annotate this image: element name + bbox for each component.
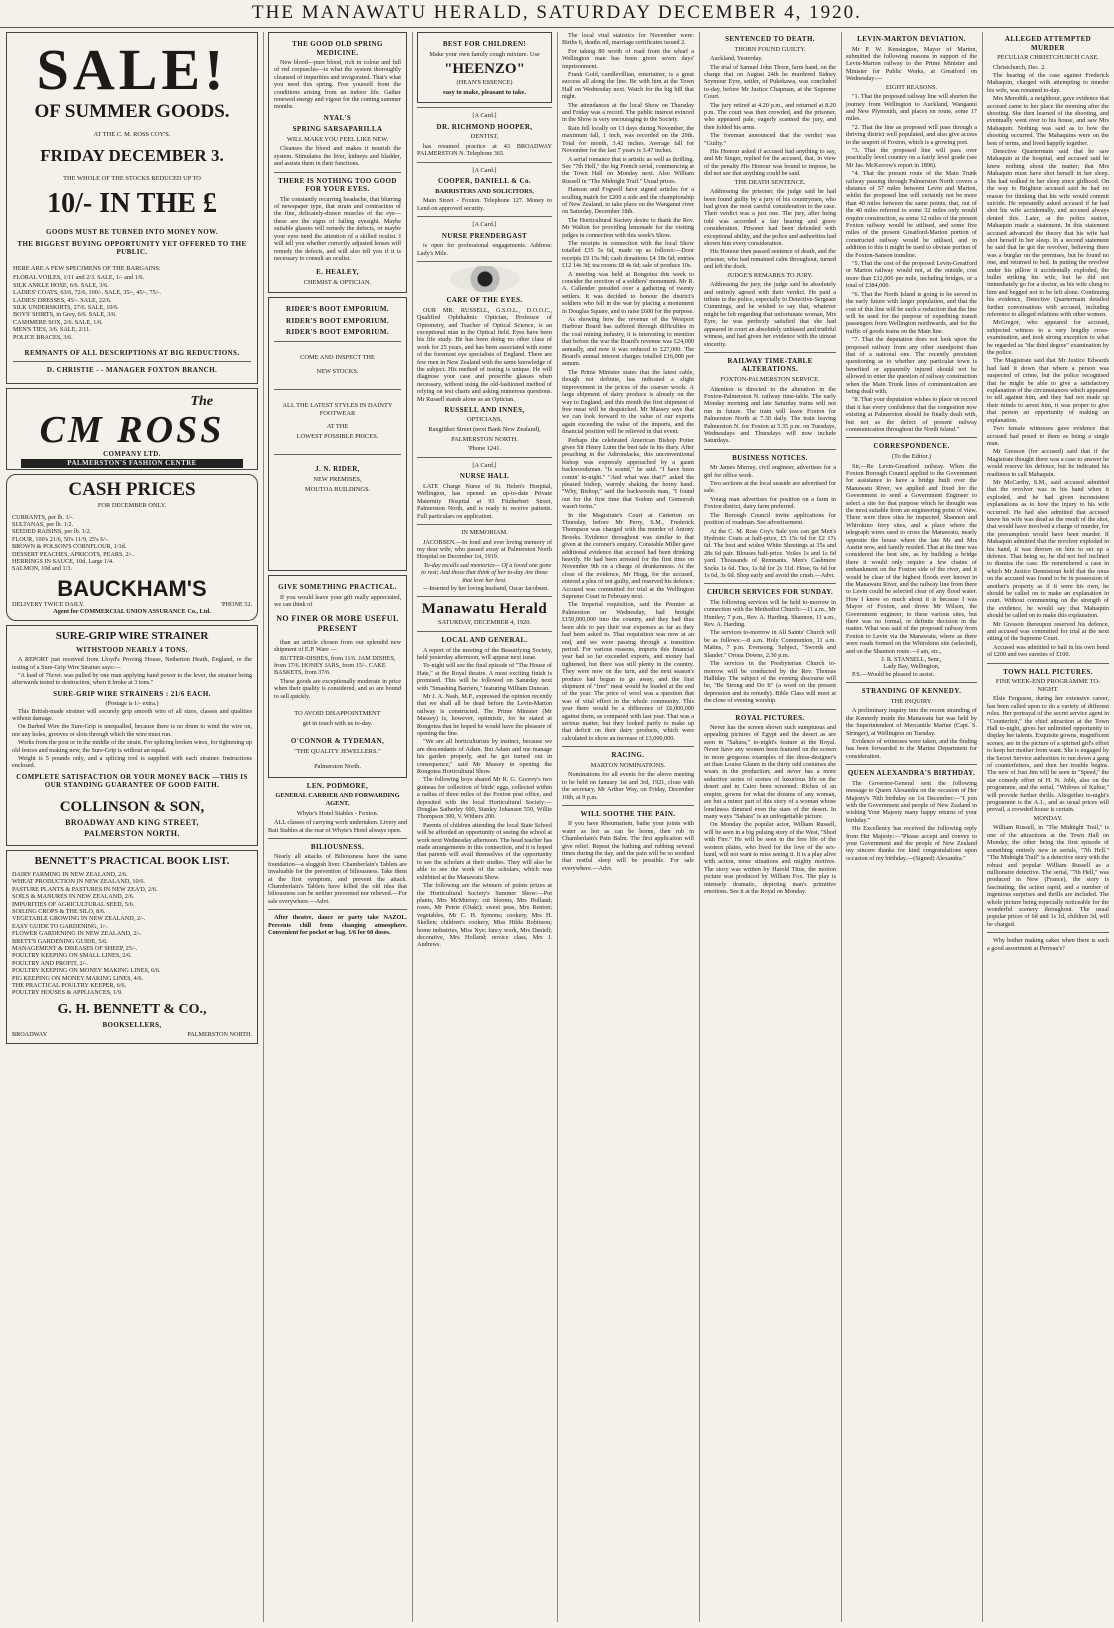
spring-body: New blood—pure blood, rich in colour and full of red corpuscles—is what the system thoroughly cleansed of impurities and invigorated. That's what you need this spring. Free yourself from the conditions arising from an indoor life. Gather renewed energy and vigour for the coming summer months. bbox=[274, 59, 401, 111]
ross-logo-box bbox=[6, 388, 258, 470]
sale-list-item: CASHMERE SOX, 2/6. SALE, 1/6. bbox=[13, 318, 103, 326]
levin-eight: EIGHT REASONS. bbox=[885, 83, 938, 91]
rider-styles: ALL THE LATEST STYLES IN DAINTY FOOTWEAR bbox=[282, 402, 393, 417]
suregrip-price: SURE-GRIP WIRE STRAINERS : 21/6 EACH. bbox=[53, 689, 211, 698]
news-item: The attendances at the local Show on Thursday and Friday was a record. The public interest evinced in the Show is very encouraging to the Society. bbox=[562, 101, 694, 124]
sale-list bbox=[13, 274, 251, 341]
bennett-book: VEGETABLE GROWING IN NEW ZEALAND, 2/-. bbox=[12, 915, 146, 923]
suregrip-body: Weight is 5 pounds only, and a splicing tool is supplied with each strainer. Instructions enclosed. bbox=[12, 755, 252, 770]
nursehall-body: LATE Charge Nurse of St. Helen's Hospital, Wellington, has opened an up-to-date Private Maternity Hospital at 93 Fitzherbert Street, Palmerston North, and is ready to receive patients. Full particulars on application. bbox=[417, 482, 552, 520]
spring-nyal: NYAL'S bbox=[323, 113, 352, 122]
news-item: Mr J. A. Nash, M.P., expressed the opinion recently that we shall all be dead before the Levin-Marton railway is constructed. The Prime Minister (Mr Massey) is, however, optimistic, for he stated at Rongotea that he hoped he would have the pleasure of opening the line. bbox=[417, 692, 552, 737]
news-item: The following are the winners of points prizes at the Horticultural Society's Summer Show:—Pot plants, Mrs McMurray; cut blooms, Mrs Holland; roses, Mr Petrie (Otaki); sweet peas, Mrs Renton; vegetables, Mr C. H. Symons; cookery, Mrs H. Skellen; children's cookery, Miss Hilda Robinson; home industries, Miss Nye; fancy work, Mrs Daniell; decorative, Mrs Holland; novice class, Mrs J. Andrews. bbox=[417, 882, 552, 949]
corr-signature: J. R. STANSELL, Senr., bbox=[881, 656, 942, 664]
soothe-title: WILL SOOTHE THE PAIN. bbox=[580, 809, 676, 818]
herald-nameplate: Manawatu Herald bbox=[421, 601, 548, 618]
rider-prices: LOWEST POSSIBLE PRICES. bbox=[296, 432, 379, 440]
column-rule bbox=[699, 32, 700, 1622]
hooper-body: has resumed practice at 43 BROADWAY PALMERSTON N. Telephone 365. bbox=[417, 142, 552, 158]
column-rule bbox=[557, 32, 558, 1622]
practical-list: BUTTER-DISHES, from 11/6. JAM DISHES, from 17/6. HONEY JARS, from 15/-. CAKE BASKETS, from 37/6. bbox=[274, 654, 396, 677]
suregrip-title: SURE-GRIP WIRE STRAINER bbox=[55, 629, 209, 642]
heenzo-tagline: Make your own family cough mixture. Use bbox=[429, 50, 540, 58]
biliousness-article bbox=[268, 843, 407, 905]
death-body: Addressing the prisoner, the judge said he had been found guilty by a jury of his countrymen, who had given the most careful consideration to the case. Their verdict was a just one. The jury, after being told was accorded a fair hearing and grave consideration. Prisoner had been defended with exceptional ability, and the police and authorities had shown him every consideration. bbox=[704, 188, 836, 248]
kennedy-body: A preliminary inquiry into the recent stranding of the Kennedy inside the Manawatu bar was held by the Superintendent of Mercantile Marine (Capt. S. Stringer), at Wellington on Tuesday. bbox=[846, 707, 977, 737]
bilious-body: Nearly all attacks of Biliousness have the same foundation—a sluggish liver. Chamberlain's Tablets are invaluable for the prevention of biliousness. Take them at the first symptom, and prevent the attack. Chamberlain's Tablets have killed the old idea that biliousness can be neither prevented nor relieved.—For sale everywhere.—Advt. bbox=[268, 853, 407, 905]
memoriam-by: —Inserted by her loving husband, Oscar Jacobsen. bbox=[423, 585, 549, 592]
perreau-notice: Why bother making cakes when there is such a good assortment at Perreau's? bbox=[987, 937, 1109, 952]
rider-come: COME AND INSPECT THE bbox=[300, 353, 375, 361]
podmore-name: LEN. PODMORE, bbox=[306, 781, 369, 790]
sale-title: SALE! bbox=[36, 37, 228, 102]
royal-body: On Monday the popular actor, William Russell, will be seen in a big pulsing story of the West, "Shod with Fire." He will be seen in the free life of the western plains, who lived for the love of the sex-hand, will not want to miss seeing it. It is a play alive with action, tense situations and mighty motives. The story was written by Harold Titus, the motion picture was produced by William Fox. The play is intensely dramatic, depicting man's primitive emotions. See it at the Royal on Monday. bbox=[704, 821, 836, 895]
suregrip-sub: WITHSTOOD NEARLY 4 TONS. bbox=[76, 645, 188, 654]
sale-subtitle: OF SUMMER GOODS. bbox=[34, 101, 230, 122]
death-sub: THORN FOUND GUILTY. bbox=[734, 45, 806, 53]
levin-reason: "7. That the deputation does not look upon the proposed railway from any other standpoint than that of a national one. The recently persistent questioning as to whether any particular town is benefited or apparently injured should not be allowed to enter the question of railway construction when the Main Trunk lines of communication are being dealt with. bbox=[846, 336, 977, 395]
heenzo-essence: (HEAN'S ESSENCE) bbox=[456, 79, 513, 87]
sale-specimens: HERE ARE A FEW SPECIMENS OF THE BARGAINS: bbox=[13, 264, 161, 272]
spring-medicine-advert bbox=[268, 32, 407, 293]
cash-price-item: FLOUR, 100's 21/6, 50's 11/9, 25's 6/-. bbox=[12, 535, 109, 543]
bennett-book: BRETT'S GARDENING GUIDE, 5/6. bbox=[12, 937, 108, 945]
ross-company: COMPANY LTD. bbox=[103, 449, 161, 458]
news-item: In the Magistrate's Court at Carterton on Thursday, before Mr Perry, S.M., Frederick Thompson was charged with the murder of Antony Brooks. Evidence throughout was similar to that given at the coroner's enquiry. Constable Miller gave additional evidence that accused had been drinking heavily. He had been arrested for the first time on November 9th on a charge of drunkenness. At the close of the evidence, Mr Hogg, for the accused, entered a plea of not guilty, and reserved his defence. Accused was committed for trial at the Wellington Supreme Court in February next. bbox=[562, 511, 694, 601]
death-sentence: THE DEATH SENTENCE. bbox=[734, 178, 806, 186]
practical-touch: get in touch with us to-day. bbox=[302, 719, 373, 727]
business-item: Mr James Murray, civil engineer, advertises for a girl for office work. bbox=[704, 464, 836, 479]
nazol-notice: After theatre, dance or party take NAZOL. Prevents chill from changing atmosphere. Convenient for pocket or bag. 1/6 for 60 doses. bbox=[268, 914, 407, 937]
corr-address: Lady Bay, Wellington, bbox=[883, 663, 940, 671]
murder-body: Two female witnesses gave evidence that accused had posed to them as being a single man. bbox=[987, 425, 1109, 447]
murder-body: Detective Quartermain said that he saw Mahaquin at the hospital, and accused said he knew nothing about the matter; that Mrs Mahaquin must have shot herself in her sleep. She had walked in her sleep since girlhood. On the way to Brighton accused said he had no reason for thinking that his wife would commit suicide. He repeatedly asked accused if he had shot his wife accidentally, and accused always denied this. Later, at the police station, Mahaquin made a statement. In this statement accused advanced the theory that his wife had shot herself in her sleep. In a second statement he said that he got the revolver, believing there was a burglar on the premises, but he found no one, and returned to bed. In putting the revolver under his pillow it accidentally exploded, the bullet striking his wife, but he did not immediately go for a doctor, as his wife clung to him and begged not to be left alone. Continuing his evidence, Detective Quartermain detailed further conversations with accused, including reference to alleged relations with other women. bbox=[987, 148, 1109, 318]
news-item: The following boys shared Mr R. G. Goorey's two guineas for collection of birds' eggs, collected within a radius of three miles of the Foxton post office, and deposited with the local Horticultural Society:—Douglas Satherley 600, Stanley Johansen 550, Willie Thompson 300, V. Withers 200. bbox=[417, 776, 552, 821]
bennett-book: POULTRY KEEPING ON MONEY MAKING LINES, 6/6. bbox=[12, 967, 161, 975]
rider-stocks: NEW STOCKS. bbox=[316, 367, 359, 375]
russell-trade: OPTICIANS, bbox=[467, 416, 502, 424]
townhall-title: TOWN HALL PICTURES. bbox=[1003, 667, 1093, 676]
bilious-title: BILIOUSNESS. bbox=[310, 842, 365, 851]
rider-at: AT THE bbox=[326, 423, 349, 431]
sale-advert bbox=[6, 32, 258, 384]
prendergast-name: NURSE PRENDERGAST bbox=[441, 231, 528, 240]
cash-prices-list bbox=[12, 514, 252, 573]
russell-town: PALMERSTON NORTH. bbox=[451, 435, 518, 443]
townhall-body: William Russell, in "The Midnight Trail," is one of the attractions at the Town Hall on Monday, the other being the first episode of something entirely new in serials, "7th Hell." "The Midnight Trail" is a detective story with the robust and popular William Russell as a millionaire detective. The serial, "7th Hell," was produced in New (France), the story is fascinating, the action rapid, and a number of ingenious surprises and thrills are included. The whole picture being especially noticeable for the wonderful scenery throughout. The usual popular prices of 6d and 1s 1d, children 3d, will be charged. bbox=[987, 824, 1109, 928]
column-1 bbox=[6, 32, 258, 1622]
levin-title: LEVIN-MARTON DEVIATION. bbox=[857, 35, 966, 43]
news-item: Perhaps the celebrated American Bishop Potter gives Sir Henry Lunn the best tale in his diary. After preaching in the Adirondacks, this unconventional bishop was expressly approached by a gaunt backwoodsman. "Is sound," he said. "I have been comin' to-night." "And what was that?" asked the pleased bishop, warmly shaking the horny hand. "Why, Bishop," said the backwoods man, "I found out for the first time that Sodom and Gomorrah wasn't twins." bbox=[562, 436, 694, 511]
levin-reason: "3. That the proposed line will pass over practically level country on a fairly level grade (see Mr Jas. McKerrow's report in 1896). bbox=[846, 146, 977, 169]
murder-body: The Magistrate said that Mr Justice Edwards had laid it down that where a person was suspected of crime, but the police recognised that he might be able to give a satisfactory explanation of the circumstances which appeared to tell against him, and they had not made up their minds to arrest him, it was proper to give that person an opportunity of making an explanation. bbox=[987, 357, 1109, 424]
business-item: At the C. M. Ross Coy's Sale you can get Men's Hydrotic Coats at half-price, £5 15s 6d for £2 17s 6d. The best and widest White Sheetings at 35s and 28s 6d pair. Blouses half-price. Voiles 1s and 1s 6d yard. Thousands of Remnants. Men's Cashmere Socks 1s 6d. Ties, 1s 6d for 2s 11d. Hose, 6s 6d for 1s 6d, 3s 6d. Shop early and avoid the crush.—Advt. bbox=[704, 527, 836, 579]
news-item: As showing how the revenue of the Westport Harbour Board has suffered through difficulties in the coal mining industry, it is interesting to mention that before the war the Board's revenue was £24,000 annually, and now it was reduced to £27,000. The Board's annual interest charges totalled £16,000 per annum. bbox=[562, 316, 694, 368]
bennett-book: POULTRY KEEPING ON SMALL LINES, 2/6. bbox=[12, 952, 132, 960]
sale-list-item: POLICE BRACES, 3/6. bbox=[13, 333, 73, 341]
cooper-body: Main Street - Foxton. Telephone 127. Money to Lend on approved security. bbox=[417, 197, 552, 212]
bennett-book: IMPURITIES OF AGRICULTURAL SEED, 5/6. bbox=[12, 900, 135, 908]
cash-prices-sub: FOR DECEMBER ONLY. bbox=[97, 501, 167, 509]
bennett-town: PALMERSTON NORTH. bbox=[187, 1031, 252, 1039]
hooper-trade: DENTIST, bbox=[470, 133, 499, 141]
suregrip-advert bbox=[6, 625, 258, 846]
kennedy-title: STRANDING OF KENNEDY. bbox=[861, 687, 962, 696]
levin-reason: "2. That the line as proposed will pass through a thriving district well populated, and also give access to the seaport of Foxton, which is a growing port. bbox=[846, 123, 977, 146]
memoriam-title: IN MEMORIAM. bbox=[461, 528, 508, 536]
practical-title: GIVE SOMETHING PRACTICAL. bbox=[278, 583, 397, 592]
levin-body: Mr P. W. Kensington, Mayor of Marton, submitted the following reasons in support of the Levin-Marton railway to the Prime Minister and Minister for Public Works, at Greatford on Wednesday:— bbox=[846, 45, 977, 83]
cash-price-item: SEEDED RAISINS, per lb. 1/2. bbox=[12, 528, 92, 536]
oconnor-tag: "THE QUALITY JEWELLERS." bbox=[294, 747, 381, 755]
cash-price-item: BROWN & POLSON'S CORNFLOUR, 1/1d. bbox=[12, 543, 127, 551]
royal-title: ROYAL PICTURES. bbox=[735, 713, 805, 722]
sale-list-item: MEN'S TIES, 3/6. SALE, 2/11. bbox=[13, 326, 91, 334]
collinson-town: PALMERSTON NORTH. bbox=[84, 829, 180, 839]
spring-sars: SPRING SARSAPARILLA bbox=[292, 125, 383, 134]
oconnor-firm: O'CONNOR & TYDEMAN, bbox=[290, 737, 385, 746]
murder-sub: PECULIAR CHRISTCHURCH CASE. bbox=[997, 54, 1099, 61]
suregrip-body: A REPORT just received from Lloyd's Proving House, Netherton Heath, England, re the testing of a Sure-Grip Wire Strainer says:— bbox=[12, 656, 252, 671]
eye-illustration bbox=[450, 266, 520, 292]
bennett-book: DAIRY FARMING IN NEW ZEALAND, 2/6. bbox=[12, 870, 128, 878]
collinson-address: BROADWAY AND KING STREET, bbox=[65, 817, 199, 827]
herald-date: SATURDAY, DECEMBER 4, 1920. bbox=[437, 619, 532, 627]
masthead: THE MANAWATU HERALD, SATURDAY DECEMBER 4, 1920. bbox=[0, 2, 1114, 28]
rider-emporium: RIDER'S BOOT EMPORIUM. bbox=[286, 328, 389, 337]
spring-title: THE GOOD OLD SPRING MEDICINE. bbox=[292, 40, 383, 57]
bennett-address-row bbox=[12, 1031, 252, 1038]
prendergast-body: is open for professional engagements. Address: Lady's Mile. bbox=[417, 242, 552, 257]
bauckham-phone: 'PHONE 52. bbox=[220, 600, 252, 608]
ross-tagline: PALMERSTON'S FASHION CENTRE bbox=[21, 459, 243, 468]
murder-body: McGregor, who appeared for accused, subjected witness to a very lengthy cross-examination, and took strong exception to what he regarded as "the third degree" examination by the police. bbox=[987, 319, 1109, 357]
townhall-body: Elsie Ferguson, during her extensive career, has been called upon to do a variety of different roles. Her portrayal of the secret service agent in "Counterfeit," the chief attraction at the Town Hall to-night, gives her unlimited opportunity to display her talents. Exquisite gowns, magnificent scenes, are in the picture of a spirited girl's effort to keep her mother from want. She is engaged by the Secret Service authorities to run down a gang of counterfeiters, and then her trouble begins. The new of Just Jim will be seen in "Speed," the star comedy effort of H. N. Jobb, also on the programme, and the serial, "Widows of Kultur," will provide further thrills. Altogether to-night's programme is the A.1., and as usual prices will prevail, a crowded house is certain. bbox=[987, 695, 1109, 814]
column-5 bbox=[704, 32, 836, 1622]
news-item: "We are all horticulturists by instinct, because we are descendants of Adam. But Adam and me manage his garden properly, and he got turned out in consequence," said Mr Massey in opening the Rongotea Horticultural Show. bbox=[417, 738, 552, 775]
care-title: CARE OF THE EYES. bbox=[446, 296, 523, 305]
death-body: The jury retired at 4.20 p.m., and returned at 8.20 p.m. The court was then crowded, and the prisoner, who appeared pale, eagerly scanned the jury, and then folded his arms. bbox=[704, 101, 836, 131]
podmore-trade: GENERAL CARRIER AND FORWARDING AGENT, bbox=[275, 792, 400, 807]
rider-emporium: RIDER'S BOOT EMPORIUM. bbox=[286, 305, 389, 314]
practical-body3: These goods are exceptionally moderate in price when their quality is considered, and so are bound to sell quickly. bbox=[274, 677, 401, 700]
news-item: A meeting was held at Rongotea this week to consider the erection of a soldiers' monument. Mr R. A. Callender presided over a gathering of twenty settlers. It was decided to honour the district's soldiers who fell in the war by placing a monument in Douglas Square, and to raise £600 for the purpose. bbox=[562, 270, 694, 315]
healey-trade: CHEMIST & OPTICIAN. bbox=[303, 278, 372, 286]
news-item: The Prime Minister states that the latest cable, though not definite, has indicated a slight improvement in the prices of the coarser wools. A large shipment of dairy produce is already on the way to England, and this month the first shipment of free meat will be despatched. Mr Massey says that we can look forward to the value of our exports again exceeding the value of the imports, and the financial position will be relieved in that event. bbox=[562, 368, 694, 436]
business-title: BUSINESS NOTICES. bbox=[732, 453, 808, 462]
death-body: Addressing the jury, the judge said he absolutely and entirely agreed with their verdict. He paid a tribute to the police, especially to Detective-Sergeant Cummings, and he wished to say that, whatever might be felt regarding that unfortunate woman, Mrs Eyre, he was perfectly satisfied that she had appeared in court an absolutely unbiased and truthful witness, and had given her evidence with the utmost sincerity. bbox=[704, 281, 836, 348]
news-item: Hanson and Fogwell have signed articles for a sculling match for £200 a side and the championship of New Zealand, to take place on the Wanganui river on Saturday, December 18th. bbox=[562, 186, 694, 216]
bennett-book: FLOWER GARDENING IN NEW ZEALAND, 2/-. bbox=[12, 930, 142, 938]
business-item: The Borough Council invite applications for position of roadman. See advertisement. bbox=[704, 511, 836, 527]
heenzo-advert bbox=[417, 32, 552, 103]
sale-whole: THE WHOLE OF THE STOCKS REDUCED UP TO bbox=[63, 174, 201, 182]
spring-make: WILL MAKE YOU FEEL LIKE NEW. bbox=[286, 135, 389, 143]
royal-body: Never has the screen shown such sumptuous and appealing pictures of Egypt and the desert as are seen in "Sahara," to-night's feature at the Royal. Never have any women been featured on the screen in more gorgeous examples of the dress-designer's art than Louise Glaum in the thirty odd costumes she wears in the production; and never has a more seductive series of scenes of luxurious life on the desert and in Cairo been screened. Riches of an empire, gowns for what the dreams of any woman, are but a minor part of this story of a woman whose loneliness dimmed even the stars of the desert. In many ways "Sahara" is an unforgettable picture. bbox=[704, 724, 836, 820]
news-item: The Imperial requisition, said the Premier at Palmerston on Wednesday, had brought £150,000,000 into the country, and they had thus been able to pay their war expenses as far as they had been asked to. That requisition was now at an end, and we were passing through a transition period. For various reasons, imports this financial year had so far exceeded exports, and money had tightened, but there was still plenty in the country. They were now on the turn, and the next season's produce had begun to go away, and the first shipment of "free" meat would be loaded at the end of the year. The price of wool was a question that was of vital effect in the whole community. This year there would be a difference of £6,000,000 against them, as compared with last year. That was a serious matter, but they looked partly to make up that deficit on their dairy products, which were calculated to show an increase of £3,000,000. bbox=[562, 601, 694, 742]
bennett-title: BENNETT'S PRACTICAL BOOK LIST. bbox=[34, 854, 230, 867]
church-item: The services to-morrow in All Saints' Church will be as follows:—8 a.m. Holy Communion, 11 a.m. Matins, 7 p.m. Evensong. Subject, "Swords and Slander." Oroua Downs, 2.30 p.m. bbox=[704, 629, 836, 659]
bennett-book: POULTRY AND PROFIT, 2/-. bbox=[12, 959, 88, 967]
healey-name: E. HEALEY, bbox=[316, 268, 359, 277]
bennett-sellers: BOOKSELLERS, bbox=[102, 1020, 162, 1029]
column-rule bbox=[982, 32, 983, 1622]
ross-the: The bbox=[190, 393, 213, 409]
bauckham-agent: Agent for COMMERCIAL UNION ASSURANCE Co., Ltd. bbox=[53, 608, 211, 616]
practical-avoid: TO AVOID DISAPPOINTMENT bbox=[294, 709, 381, 717]
sale-list-item: LADIES' COATS, 63/6, 72/6, 100/-. SALE, 35/-, 45/-, 75/-. bbox=[13, 289, 161, 297]
russell-address: Rangitikei Street (next Bank New Zealand), bbox=[428, 426, 541, 434]
murder-body: Accused was admitted to bail in his own bond of £200 and two sureties of £100. bbox=[987, 643, 1109, 659]
collinson-name: COLLINSON & SON, bbox=[59, 798, 205, 815]
news-item: A serial romance that is artistic as well as thrilling. See "7th Hell," the big French serial, commencing at the Town Hall on Monday next. Also William Russell in "The Midnight Trail." Usual prices. bbox=[562, 155, 694, 185]
suregrip-postage: (Postage is 1/- extra.) bbox=[105, 700, 159, 708]
eyes-title: THERE IS NOTHING TOO GOOD FOR YOUR EYES. bbox=[278, 176, 397, 194]
corr-body: Sir,—Re Levin-Greatford railway. When the Foxton Borough Council applied to the Government for assistance to have a bridge built over the Manawatu River, we applied and fixed for the Government to send a Government Engineer to select a site for that purpose which he thought was the most suitable from an engineering point of view. There were three sites he inspected, Shannon and Whirokino ferry sites, and a place where the telegraph wires used to cross the Manawatu, nearly opposite the house where the late Mr and Mrs Austin now, and family resided. That at the time was considered the best site, as by building a bridge there it would only require a few chains of embankment on the Foxton side of the river, and it would be clear of the highest floods ever known in the Manawatu River, and the railway line from there to Levin could be selected clear of any flood water. How I know so much about it is because I was Mayor of Foxton, and drove Mr Wilson, the Government engineer, to these various sites, but there was no formal, or definite decision in the matter. What was said of the proposed railway from Foxton to Levin via the Manawatu, where as there were roads formed on the Whirokino site (selected), and on the Shannon route.—I am, etc., bbox=[846, 462, 977, 655]
murder-body: Christchurch, Dec. 2. bbox=[993, 63, 1046, 71]
podmore-body: ALL classes of carrying work undertaken. Livery and Bait Stables at the rear of Whyte's Hotel always open. bbox=[268, 819, 407, 834]
sale-at: AT THE C. M. ROSS COY'S. bbox=[93, 131, 171, 138]
bennett-book: PASTURE PLANTS & PASTURES IN NEW ZEA'D, 2/6. bbox=[12, 885, 158, 893]
sale-opportunity: THE BIGGEST BUYING OPPORTUNITY YET OFFERED TO THE PUBLIC. bbox=[17, 239, 247, 257]
heenzo-easy: easy to make, pleasant to take. bbox=[443, 88, 526, 96]
death-body: His Honour asked if accused had anything to say, and Mr Singer, replied for the accused, that, in view of the penalty His Honour was bound to impose, he did not see that anything could be said. bbox=[704, 147, 836, 178]
rider-emporium: RIDER'S BOOT EMPORIUM. bbox=[286, 316, 389, 325]
podmore-stables: Whyte's Hotel Stables - Foxton. bbox=[296, 809, 379, 817]
townhall-sub: FINE WEEK-END PROGRAMME TO-NIGHT. bbox=[995, 678, 1101, 693]
news-item: For taking 80 worth of road from the wharf a Wellington man has been given seven days' imprisonment. bbox=[562, 47, 694, 70]
levin-reason: "8. That your deputation wishes to place on record that it has every confidence that the congestion now existing at Palmerston should be finally dealt with, but not as the defect of present railway communication throughout the North Island." bbox=[846, 396, 977, 433]
townhall-monday: MONDAY. bbox=[1033, 814, 1063, 822]
business-item: Young man advertises for position on a farm in Foxton district, dairy farm preferred. bbox=[704, 495, 836, 511]
care-body: OUR MR. RUSSELL, G.S.O.L., D.O.O.C., Qualified Ophthalmic Optician, Professor of Optometry, and Teacher of Optical Science, is an exceptional man in the Optical field. Eyes have been his life study. He has been doing no other class of work for 25 years, and has been associated with some of the foremost eye specialists of England. There are few men in New Zealand with the same knowledge of the subject. His method of testing is unique. He will diagnose your case and prescribe glasses when necessary, without using the old-fashioned method of relying on test charts and asking numerous questions. Mr Russell stands alone as an Optician. bbox=[417, 306, 552, 403]
cash-price-item: SULTANAS, per lb. 1/2. bbox=[12, 520, 74, 528]
rider-advert bbox=[268, 297, 407, 571]
levin-reason: "4. That the present route of the Main Trunk railway passing through Palmerston North covers a distance of 57 miles between Levin and Marton, whilst the proposed line will certainly not be more than 40 miles between the same points; that, out of the 40 miles referred to some 32 miles only would require construction, as some 12 miles of the present Foxton railway would be utilised, and some five miles of the present Greatford-Marton portion of constructed railway would be utilised, and in addition to this it might be used to obviate portion of the Foxton-Sanson tramline. bbox=[846, 170, 977, 259]
cooper-name: COOPER, DANIELL & Co. bbox=[438, 177, 531, 186]
column-3 bbox=[417, 32, 552, 1622]
rider-premises: NEW PREMISES, bbox=[313, 475, 362, 483]
eyes-body: The constantly recurring headache, that blurring of newspaper type, that strain and contraction of the fine, delicately-drawn muscles of the eye—these are the signs of failing eyesight. Maybe suitable glasses will remedy the defects, or maybe your eyes need the attention of a skilled oculist. I will tell you whether correctly adjusted lenses will remedy the defects, and will also tell you if it is necessary to consult an oculist. bbox=[274, 195, 401, 262]
alexandra-body: The Governor-General sent the following message to Queen Alexandra on the occasion of Her Majesty's 76th birthday on 1st December:—"I join with the Government and people of New Zealand in wishing Your Majesty many happy returns of your birthday." bbox=[846, 779, 977, 824]
suregrip-body: "A load of 76cwt. was pulled by one man applying hand power to the lever, the strainer being afterwards tested to destruction, when it broke at 3 tons." bbox=[12, 671, 252, 687]
bauckham-delivery-row bbox=[12, 601, 252, 608]
cooper-card: [A Card.] bbox=[472, 166, 497, 174]
column-4 bbox=[562, 32, 694, 1622]
racing-sub: MARTON NOMINATIONS. bbox=[590, 761, 666, 769]
column-6 bbox=[846, 32, 977, 1622]
podmore-advert bbox=[268, 782, 407, 834]
nursehall-card: [A Card.] bbox=[472, 461, 497, 469]
practical-body2: than an article chosen from our splendid new shipment of E.P. Ware — bbox=[274, 638, 401, 654]
news-item: The local vital statistics for November were: Births 6, deaths nil, marriage certificates issued 2. bbox=[562, 32, 694, 47]
bennett-book: EASY GUIDE TO GARDENING, 1/-. bbox=[12, 922, 109, 930]
corr-editor: (To the Editor.) bbox=[891, 452, 932, 460]
ross-logo: CM ROSS bbox=[39, 408, 225, 451]
bennett-book: THE PRACTICAL POULTRY KEEPER, 6/6. bbox=[12, 981, 127, 989]
bennett-book: SOILS & MANURES IN NEW ZEALAND, 2/6. bbox=[12, 893, 135, 901]
corr-ps: P.S.—Would be pleased to assist. bbox=[852, 670, 935, 678]
sale-pct: 10/- IN THE £ bbox=[47, 188, 217, 220]
cash-prices-advert bbox=[6, 474, 258, 621]
racing-title: RACING. bbox=[611, 751, 645, 760]
bennett-street: BROADWAY bbox=[12, 1031, 48, 1039]
cash-prices-title: CASH PRICES bbox=[68, 478, 196, 500]
death-body: The trial of Samuel John Thorn, farm hand, on the charge that on August 24th he murdered Sidney Seymour Eyre, settler, of Pukekawa, was concluded to-day, before Mr Justice Chapman, at the Supreme Court. bbox=[704, 63, 836, 101]
bennett-book: MANAGEMENT & DISEASES OF SHEEP, 25/-. bbox=[12, 944, 138, 952]
column-7 bbox=[987, 32, 1109, 1622]
bennett-book: PIG KEEPING ON MONEY MAKING LINES, 4/6. bbox=[12, 974, 144, 982]
russell-firm: RUSSELL AND INNES, bbox=[444, 405, 525, 414]
murder-body: Mr Gresson (for accused) said that if the Magistrate thought there was a case to answer he would reserve his defence, but he indicated his readiness to call Mahaquin. bbox=[987, 448, 1109, 478]
hooper-card: [A Card.] bbox=[472, 112, 497, 120]
sale-list-item: BOYS' SHIRTS, in Grey, 6/6. SALE, 3/6. bbox=[13, 311, 117, 319]
sale-remnants: REMNANTS OF ALL DESCRIPTIONS AT BIG REDUCTIONS. bbox=[24, 348, 240, 357]
heenzo-name: "HEENZO" bbox=[444, 61, 525, 78]
rail-sub: FOXTON-PALMERSTON SERVICE. bbox=[720, 375, 820, 383]
levin-reason: "5. That the cost of the proposed Levin-Greatford or Marton railway would not, at the outside, cost more than £12,000 per mile, including bridges, or a total of £384,000. bbox=[846, 260, 977, 290]
hooper-name: DR. RICHMOND HOOPER, bbox=[436, 122, 533, 131]
sale-list-item: FLORAL VOILES, 1/11 and 2/3. SALE, 1/- and 1/6. bbox=[13, 274, 145, 282]
bennett-book: WHEAT PRODUCTION IN NEW ZEALAND, 10/6. bbox=[12, 878, 145, 886]
business-item: Two sections at the local seaside are advertised for sale. bbox=[704, 480, 836, 495]
cooper-trade: BARRISTERS AND SOLICITORS, bbox=[435, 187, 534, 195]
suregrip-body: On Barbed Wire the Sure-Grip is unequalled, because there is no drum to wind the wire on, nor any holes, grooves or slots through which the wire must run. bbox=[12, 723, 252, 738]
cash-price-item: CURRANTS, per lb. 1/-. bbox=[12, 513, 74, 521]
church-item: The services in the Presbyterian Church to-morrow will be conducted by the Rev. Thomas Halliday. The subject of the evening discourse will be, "Be Strong and Do It" (a word on the present depression and its remedy). Bible Class will meet at the close of evening worship. bbox=[704, 660, 836, 705]
news-item: Rain fell locally on 13 days during November, the maximum fall, 1 inch, was recorded on the 20th. Total for month, 3.42 inches. Average fall for November for the last 7 years is 3.47 inches. bbox=[562, 124, 694, 155]
spring-body2: Cleanses the blood and makes it nourish the system. Stimulates the liver, kidneys and bladder, and assists them in their functions. bbox=[274, 145, 401, 168]
news-item: The Horticultural Society desire to thank the Rev. Mr Walton for providing lemonade for the visiting judges in connection with this week's Show. bbox=[562, 216, 694, 239]
sale-list-item: SILK ANKLE HOSE, 6/6. SALE, 3/6. bbox=[13, 281, 109, 289]
suregrip-body: This British-made strainer will securely grip smooth wire of all sizes, classes and qualities without damage. bbox=[12, 707, 252, 723]
sale-list-item: LADIES' DRESSES, 45/-. SALE, 22/6. bbox=[13, 296, 112, 304]
nursehall-name: NURSE HALL bbox=[459, 472, 510, 481]
bennett-advert bbox=[6, 850, 258, 1044]
practical-gift-advert bbox=[268, 575, 407, 777]
alexandra-title: QUEEN ALEXANDRA'S BIRTHDAY. bbox=[847, 769, 976, 778]
practical-nofiner: NO FINER OR MORE USEFUL PRESENT bbox=[276, 613, 399, 633]
bennett-list bbox=[12, 871, 252, 997]
racing-body: Nominations for all events for the above meeting to be held on January 1st and 3rd, 1921, close with the secretary, Mr Arthur Way, on Friday, December 10th, at 9 p.m. bbox=[562, 771, 694, 801]
news-item: The receipts in connection with the local Show totalled £35 3s 6d, made up as follows:—Door receipts £9 15s 9d; cash donations £4 18s 6d; entries £12 14s 3d; tea rooms £8 4s 6d; sale of produce 10s. bbox=[562, 239, 694, 270]
bauckham-name: BAUCKHAM'S bbox=[57, 575, 207, 601]
death-body: Auckland, Yesterday. bbox=[710, 55, 763, 63]
prendergast-card: [A Card.] bbox=[472, 221, 497, 229]
bennett-firm: G. H. BENNETT & CO., bbox=[57, 1001, 207, 1017]
memoriam-verse: To-day recalls sad memories— Of a loved one gone to rest; And those that think of her to-day Are those that love her best. bbox=[421, 561, 552, 584]
cash-price-item: HERRINGS IN SAUCE, 10d. Large 1/4. bbox=[12, 557, 114, 565]
soothe-body: If you have Rheumatism, bathe your joints with water as hot as can be borne, then rub in Chamberlain's Pain Balm. The first application will give relief. Repeat the bathing and rubbing several times during the day, and the pain will be so soothed that restful sleep will be possible. For sale everywhere.—Advt. bbox=[562, 820, 694, 872]
murder-body: Mrs Meredith, a neighbour, gave evidence that accused came to her place the morning after the shooting. She then learned of the shooting, and eventually went over to his house, and saw Mrs Mahaquin. Nothing was said as to how the shooting occurred. The Mahaquins were on the best of terms, and lived happily together. bbox=[987, 95, 1109, 147]
column-rule bbox=[412, 32, 413, 1622]
rider-name: J. N. RIDER, bbox=[315, 465, 360, 474]
suregrip-satisfaction: COMPLETE SATISFACTION OR YOUR MONEY BACK —THIS IS OUR STANDING GUARANTEE OF GOOD FAITH. bbox=[16, 772, 248, 790]
church-title: CHURCH SERVICES FOR SUNDAY. bbox=[706, 588, 834, 597]
suregrip-body: Works from the post or in the middle of the strain. For splicing broken wires, for tightening up old fences and making new, the Sure-Grip is without an equal. bbox=[12, 739, 252, 754]
levin-reason: "6. That the North Island is going to be served in the early future with larger population, and that the cost of this line will be such a reduction that the line will be used for the purpose of expediting transit passengers from Wellington northwards, and for the traffic of goods trains on the Main line. bbox=[846, 290, 977, 335]
alexandra-body: His Excellency has received the following reply from Her Majesty:—"Please accept and convey to your Government and the people of New Zealand my sincere thanks for kind congratulations upon occasion of my birthday.—(Signed) Alexandra." bbox=[846, 825, 977, 862]
murder-body: Mr Gresson thereupon reserved his defence, and accused was committed for trial at the next sitting of the Supreme Court. bbox=[987, 620, 1109, 643]
bennett-book: SOILING CROPS & THE SILO, 8/6. bbox=[12, 907, 106, 915]
murder-body: Mr McCarthy, S.M., said accused admitted that the revolver was in his hand when it exploded, and he had given inconsistent explanations as to how the injury to his wife occurred. He had also admitted that accused knew his wife was dead as the result of the shot, that would have involved a charge of murder, for the presumption would have been murder. If Mahaquin admitted that the revolver exploded in his hand, it was thrown on him to set up a defence. That being so, he did not feel inclined to dismiss the case. He remembered a case in which Mr Justice Dennistoun held that the onus on the accused was found to be in possession of another's property as if it were his own, he should be called on to make an explanation in court. Without commenting on the strength of the evidence, he would say that Mahaquin should be called on to make this explanation. bbox=[987, 478, 1109, 620]
column-rule bbox=[263, 32, 264, 1622]
levin-reason: "1. That the proposed railway line will shorten the journey from Wellington to Auckland, Wanganui and New Plymouth, and places en route, some 17 miles. bbox=[846, 93, 977, 123]
kennedy-body: Evidence of witnesses were taken, and the finding has been forwarded to the Marine Department for consideration. bbox=[846, 738, 977, 760]
oconnor-town: Palmerston North. bbox=[314, 763, 361, 771]
corr-title: CORRESPONDENCE. bbox=[873, 442, 950, 451]
news-item: Parents of children attending the local State School will be afforded an opportunity of seeing the school at work next Wednesday afternoon. The head teacher has made arrangements in this connection, and it is hoped that parents will avail themselves of the opportunity to see the scholars at their studies. They will also be able to see the work of the scholars, which was exhibited at the Manawatu Show. bbox=[417, 821, 552, 881]
rider-buildings: MOUTOA BUILDINGS. bbox=[304, 485, 371, 493]
memoriam-body: JACOBSEN.—In fond and ever loving memory of my dear wife, who passed away at Palmerston North Hospital on December 1st, 1919. bbox=[417, 538, 552, 561]
bennett-book: POULTRY HOUSES & APPLIANCES, 1/9. bbox=[12, 989, 123, 997]
cash-price-item: DESSERT PEACHES, APRICOTS, PEARS, 2/-. bbox=[12, 550, 134, 558]
practical-body: If you would leave your gift really appreciated, we can think of bbox=[274, 593, 401, 609]
rail-body: Attention is directed to the alteration in the Foxton-Palmerston N. railway time-table. The early Monday morning and late Saturday trains will not run in future. The train will leave Foxton for Palmerston North at 7.30 daily. The train leaving Palmerston N. for Foxton at 5.35 p.m. on Tuesdays, Wednesdays and Thursdays will now include Saturdays. bbox=[704, 385, 836, 445]
sale-date: FRIDAY DECEMBER 3. bbox=[40, 145, 224, 165]
column-rule bbox=[841, 32, 842, 1622]
bauckham-delivery: DELIVERY TWICE DAILY. bbox=[12, 600, 85, 608]
death-body: His Honour then passed sentence of death, and the prisoner, who had remained calm throughout, turned and left the dock. bbox=[704, 248, 836, 271]
death-title: SENTENCED TO DEATH. bbox=[725, 35, 815, 43]
news-item: A report of the meeting of the Beautifying Society, held yesterday afternoon, will appear next issue. bbox=[417, 646, 552, 661]
rail-title: RAILWAY TIME-TABLE ALTERATIONS. bbox=[727, 356, 813, 374]
murder-title: ALLEGED ATTEMPTED MURDER bbox=[1004, 35, 1092, 52]
kennedy-sub: THE INQUIRY. bbox=[890, 697, 933, 705]
sale-money: GOODS MUST BE TURNED INTO MONEY NOW. bbox=[46, 228, 218, 237]
care-eyes-advert bbox=[417, 266, 552, 453]
sale-list-item: SILK UNDERSKIRTS, 27/6. SALE, 10/6. bbox=[13, 303, 119, 311]
heenzo-top: BEST FOR CHILDREN! bbox=[442, 40, 527, 48]
death-body: The foreman announced that the verdict was "Guilty." bbox=[704, 132, 836, 147]
local-general-title: LOCAL AND GENERAL. bbox=[441, 636, 528, 644]
church-item: The following services will be held to-morrow in connection with the Methodist Church:—11 a.m., Mr Huntley; 7 p.m., Rev. A. Harding. Shannon, 11 a.m., Rev. A. Harding. bbox=[704, 598, 836, 629]
news-item: Frank Gold, candlevillian, entertainer, is a great success all along the line. Be with him at the Town Hall on Wednesday next. Watch for the big bill that night. bbox=[562, 71, 694, 101]
cash-price-item: SALMON, 10d and 1/3. bbox=[12, 565, 72, 573]
death-remarks: JUDGE'S REMARKS TO JURY. bbox=[727, 271, 813, 279]
sale-manager: D. CHRISTIE - - MANAGER FOXTON BRANCH. bbox=[46, 366, 218, 375]
column-2 bbox=[268, 32, 407, 1622]
russell-phone: 'Phone 1241. bbox=[467, 445, 502, 453]
murder-body: The hearing of the case against Frederick Mahaquin, charged with attempting to murder his wife, was resumed to-day. bbox=[987, 72, 1109, 94]
news-item: To-night will see the final episode of "The House of Hate," at the Royal theatre. A most exciting finish is promised. This will be followed on Saturday next with "Smashing Barriers," featuring William Duncan. bbox=[417, 662, 552, 692]
